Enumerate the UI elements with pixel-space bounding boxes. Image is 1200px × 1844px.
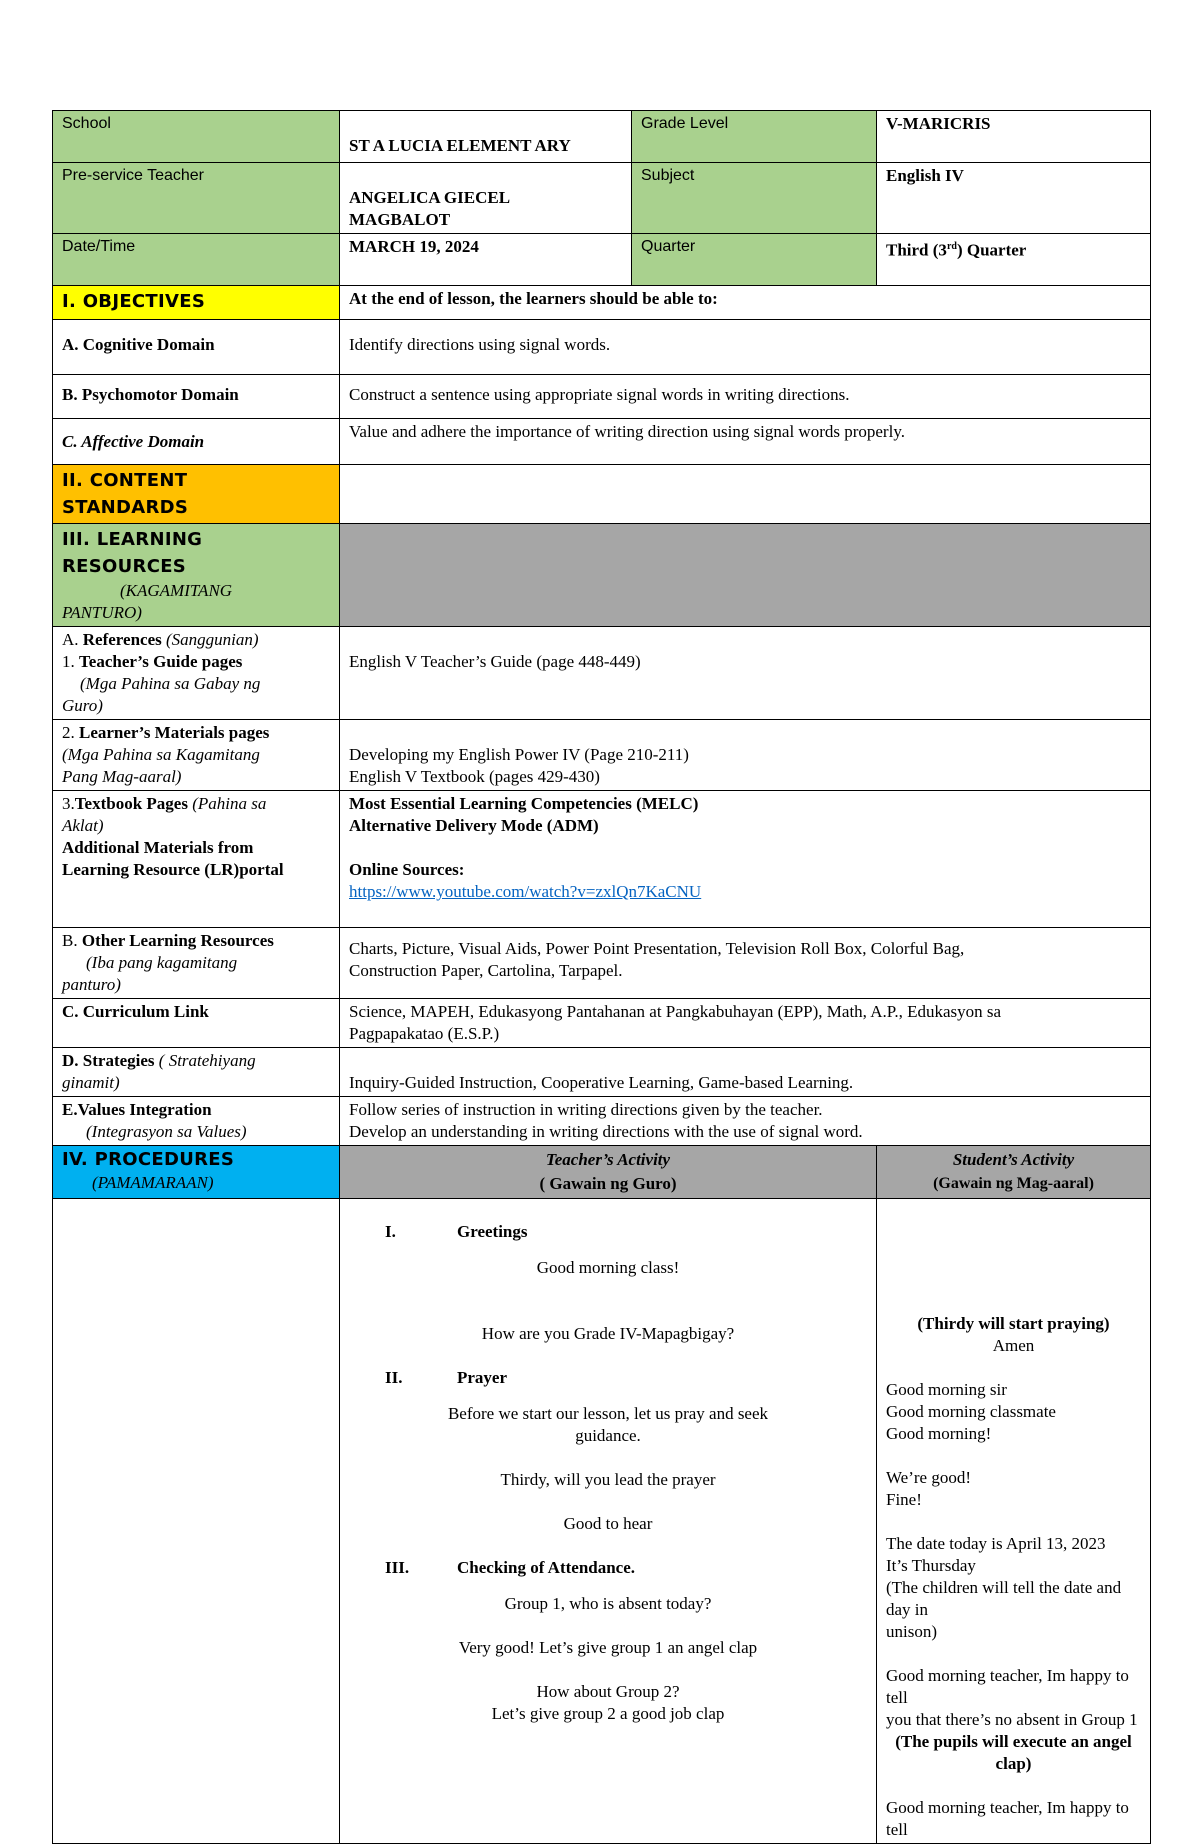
- step-attendance: III. Checking of Attendance.: [385, 1558, 636, 1577]
- date-label: Date/Time: [53, 234, 340, 286]
- affective-value: Value and adhere the importance of writing direction using signal words properly.: [340, 419, 1151, 465]
- teacher-label: Pre-service Teacher: [53, 163, 340, 234]
- learning-resources-title: III. LEARNING RESOURCES (KAGAMITANG PANTURO): [53, 524, 340, 627]
- strategies-label: D. Strategies ( Stratehiyang ginamit): [53, 1048, 340, 1097]
- lesson-plan: [52, 110, 1150, 1844]
- learners-materials-value: Developing my English Power IV (Page 210-211) English V Textbook (pages 429-430): [340, 720, 1151, 791]
- step-prayer: II. Prayer: [385, 1368, 508, 1387]
- student-activity-header: Student’s Activity (Gawain ng Mag-aaral): [877, 1146, 1151, 1199]
- content-standards-title: II. CONTENT STANDARDS: [53, 465, 340, 524]
- quarter-value: Third (3rd) Quarter: [877, 234, 1151, 286]
- teachers-guide-label: A. References (Sanggunian) 1. Teacher’s Guide pages (Mga Pahina sa Gabay ng Guro): [53, 627, 340, 720]
- teachers-guide-value: English V Teacher’s Guide (page 448-449): [340, 627, 1151, 720]
- learners-materials-label: 2. Learner’s Materials pages (Mga Pahina sa Kagamitang Pang Mag-aaral): [53, 720, 340, 791]
- cognitive-value: Identify directions using signal words.: [340, 320, 1151, 375]
- curriculum-link-label: C. Curriculum Link: [53, 999, 340, 1048]
- strategies-value: Inquiry-Guided Instruction, Cooperative Learning, Game-based Learning.: [340, 1048, 1151, 1097]
- values-integration-value: Follow series of instruction in writing directions given by the teacher. Develop an understanding in writing directions with the use of signal word.: [340, 1097, 1151, 1146]
- school-label: School: [53, 111, 340, 163]
- youtube-link[interactable]: https://www.youtube.com/watch?v=zxlQn7KaCNU: [349, 882, 702, 901]
- teacher-activity: I. Greetings Good morning class! How are you Grade IV-Mapagbigay? II. Prayer Before we start our lesson, let us pray and seek guidance. Thirdy, will you lead the prayer Good to hear III. Checking of Attendance. Group 1, who is absent today? Very good! Let’s give group 1 an angel clap How about Group 2? Let’s give group 2 a good job clap: [340, 1199, 877, 1844]
- grade-level-label: Grade Level: [632, 111, 877, 163]
- other-resources-value: Charts, Picture, Visual Aids, Power Point Presentation, Television Roll Box, Colorful Bag, Construction Paper, Cartolina, Tarpapel.: [340, 928, 1151, 999]
- quarter-label: Quarter: [632, 234, 877, 286]
- school-value: ST A LUCIA ELEMENT ARY: [340, 111, 632, 163]
- subject-label: Subject: [632, 163, 877, 234]
- subject-value: English IV: [877, 163, 1151, 234]
- step-greetings: I. Greetings: [385, 1222, 528, 1241]
- values-integration-label: E.Values Integration (Integrasyon sa Values): [53, 1097, 340, 1146]
- content-standards-value: [340, 465, 1151, 524]
- curriculum-link-value: Science, MAPEH, Edukasyong Pantahanan at Pangkabuhayan (EPP), Math, A.P., Edukasyon sa Pagpapakatao (E.S.P.): [340, 999, 1151, 1048]
- objectives-intro: At the end of lesson, the learners should be able to:: [340, 286, 1151, 320]
- date-value: MARCH 19, 2024: [340, 234, 632, 286]
- objectives-title: I. OBJECTIVES: [53, 286, 340, 320]
- procedures-title: IV. PROCEDURES (PAMAMARAAN): [53, 1146, 340, 1199]
- procedures-blank: [53, 1199, 340, 1844]
- textbook-pages-label: 3.Textbook Pages (Pahina sa Aklat) Additional Materials from Learning Resource (LR)portal: [53, 791, 340, 928]
- grade-level-value: V-MARICRIS: [877, 111, 1151, 163]
- teacher-value: ANGELICA GIECEL MAGBALOT: [340, 163, 632, 234]
- textbook-pages-value: Most Essential Learning Competencies (MELC) Alternative Delivery Mode (ADM) Online Sources: https://www.youtube.com/watch?v=zxlQn7KaCNU: [340, 791, 1151, 928]
- affective-label: C. Affective Domain: [53, 419, 340, 465]
- other-resources-label: B. Other Learning Resources (Iba pang kagamitang panturo): [53, 928, 340, 999]
- psychomotor-label: B. Psychomotor Domain: [53, 375, 340, 419]
- psychomotor-value: Construct a sentence using appropriate signal words in writing directions.: [340, 375, 1151, 419]
- lesson-plan-table: [52, 110, 1151, 1844]
- learning-resources-value: [340, 524, 1151, 627]
- teacher-activity-header: Teacher’s Activity ( Gawain ng Guro): [340, 1146, 877, 1199]
- student-activity: (Thirdy will start praying) Amen Good morning sir Good morning classmate Good morning! We’re good! Fine! The date today is April 13, 2023 It’s Thursday (The children will tell the date and day in unison) Good morning teacher, Im happy to tell you that there’s no absent in Group 1 (The pupils will execute an angel clap) Good morning teacher, Im happy to tell: [877, 1199, 1151, 1844]
- cognitive-label: A. Cognitive Domain: [53, 320, 340, 375]
